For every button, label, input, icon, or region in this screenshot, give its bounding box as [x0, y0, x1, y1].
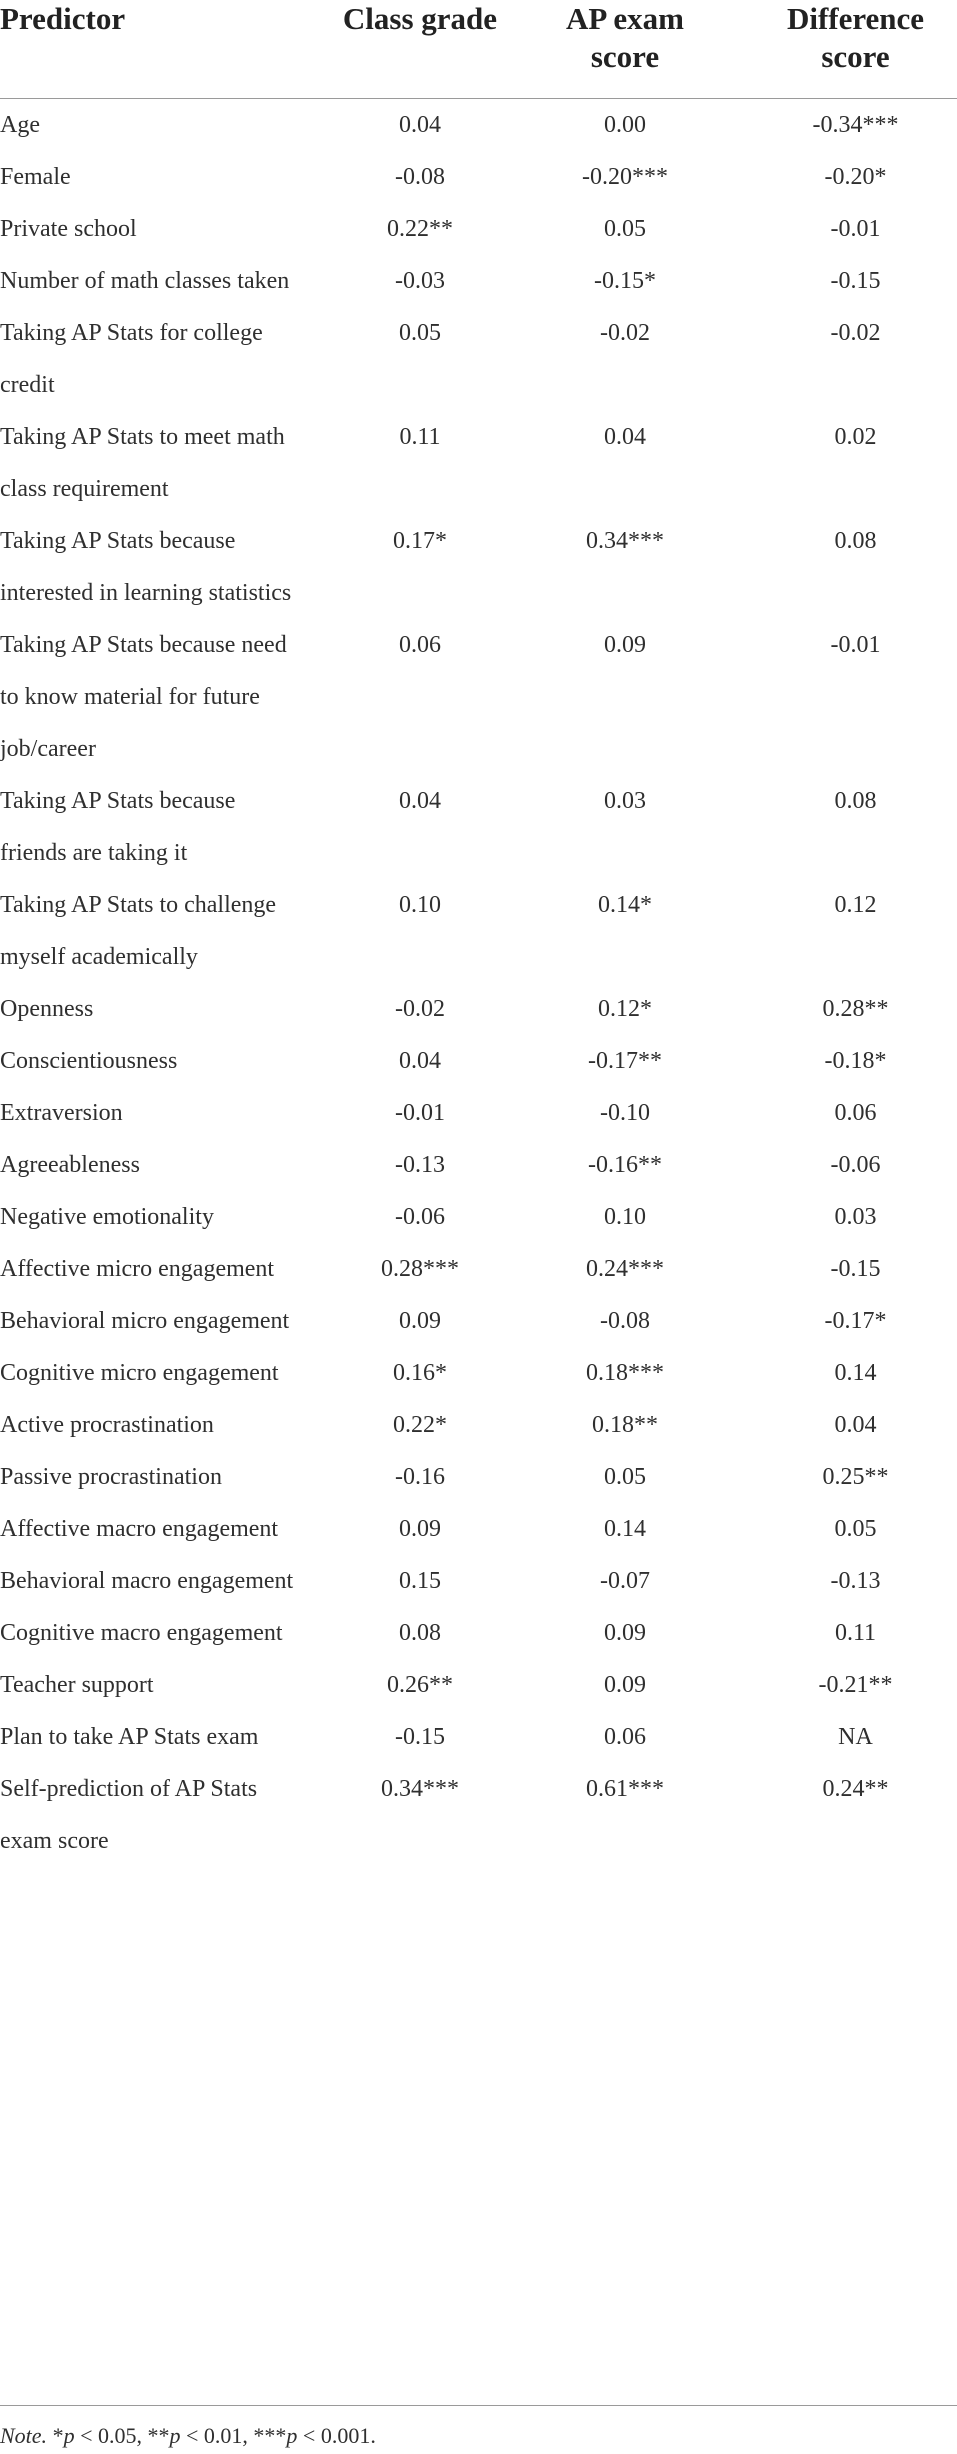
- table-row: [0, 1451, 957, 1503]
- table-row: [0, 1087, 957, 1139]
- table-row: [0, 1035, 957, 1087]
- ap-exam-score-cell: -0.10: [600, 1099, 650, 1126]
- predictor-cell: Negative emotionality: [0, 1203, 214, 1230]
- ap-exam-score-cell: 0.09: [604, 631, 646, 658]
- table-row: [0, 203, 957, 255]
- table-row: [0, 1243, 957, 1295]
- class-grade-cell: 0.04: [399, 787, 441, 814]
- ap-exam-score-cell: 0.09: [604, 1619, 646, 1646]
- predictor-cell: Private school: [0, 215, 137, 242]
- table-row: [0, 1659, 957, 1711]
- ap-exam-score-cell: 0.12*: [598, 995, 652, 1022]
- table-row: [0, 1399, 957, 1451]
- predictor-cell: Passive procrastination: [0, 1463, 222, 1490]
- predictor-cell: Taking AP Stats because need to know material for future job/career: [0, 631, 287, 762]
- class-grade-cell: 0.06: [399, 631, 441, 658]
- class-grade-cell: 0.17*: [393, 527, 447, 554]
- difference-score-cell: 0.24**: [822, 1775, 889, 1802]
- difference-score-cell: 0.08: [834, 787, 877, 814]
- ap-exam-score-cell: 0.05: [604, 1463, 646, 1490]
- ap-exam-score-cell: -0.15*: [594, 267, 656, 294]
- difference-score-cell: 0.12: [834, 891, 877, 918]
- class-grade-cell: 0.09: [399, 1307, 441, 1334]
- table-row: [0, 1555, 957, 1607]
- predictor-cell: Behavioral micro engagement: [0, 1307, 290, 1334]
- class-grade-cell: 0.05: [399, 319, 441, 346]
- predictor-cell: Number of math classes taken: [0, 267, 290, 294]
- predictor-cell: Taking AP Stats for college credit: [0, 319, 263, 398]
- table-row: [0, 1763, 957, 1867]
- ap-exam-score-cell: 0.61***: [586, 1775, 664, 1802]
- predictor-cell: Conscientiousness: [0, 1047, 178, 1074]
- table-row: [0, 411, 957, 515]
- difference-score-cell: -0.17*: [824, 1307, 887, 1334]
- table-row: [0, 1607, 957, 1659]
- table-row: [0, 1503, 957, 1555]
- ap-exam-score-cell: -0.17**: [588, 1047, 662, 1074]
- table-row: [0, 98, 957, 151]
- ap-exam-score-cell: 0.00: [604, 111, 646, 138]
- predictor-cell: Taking AP Stats because friends are taking it: [0, 787, 236, 866]
- header-difference-score: Difference score: [740, 0, 957, 98]
- table-header-row: [0, 0, 957, 98]
- difference-score-cell: 0.02: [834, 423, 877, 450]
- ap-exam-score-cell: 0.18**: [592, 1411, 658, 1438]
- difference-score-cell: 0.08: [834, 527, 877, 554]
- header-ap-exam-score: AP exam score: [510, 0, 740, 98]
- class-grade-cell: -0.16: [395, 1463, 445, 1490]
- difference-score-cell: -0.01: [830, 215, 881, 242]
- class-grade-cell: 0.08: [399, 1619, 441, 1646]
- class-grade-cell: 0.22*: [393, 1411, 447, 1438]
- table-body: [0, 98, 957, 1867]
- class-grade-cell: 0.10: [399, 891, 441, 918]
- class-grade-cell: 0.22**: [387, 215, 453, 242]
- header-predictor: Predictor: [0, 0, 330, 98]
- ap-exam-score-cell: 0.04: [604, 423, 646, 450]
- table-row: [0, 1347, 957, 1399]
- difference-score-cell: 0.25**: [822, 1463, 889, 1490]
- ap-exam-score-cell: 0.24***: [586, 1255, 664, 1282]
- difference-score-cell: -0.13: [830, 1567, 881, 1594]
- difference-score-cell: -0.21**: [818, 1671, 893, 1698]
- table-row: [0, 255, 957, 307]
- difference-score-cell: -0.06: [830, 1151, 881, 1178]
- class-grade-cell: 0.34***: [381, 1775, 459, 1802]
- difference-score-cell: -0.20*: [824, 163, 887, 190]
- ap-exam-score-cell: 0.34***: [586, 527, 664, 554]
- predictor-cell: Female: [0, 163, 71, 190]
- ap-exam-score-cell: -0.07: [600, 1567, 650, 1594]
- table-row: [0, 619, 957, 775]
- difference-score-cell: -0.01: [830, 631, 881, 658]
- predictor-cell: Behavioral macro engagement: [0, 1567, 294, 1594]
- class-grade-cell: -0.06: [395, 1203, 445, 1230]
- table-row: [0, 307, 957, 411]
- ap-exam-score-cell: -0.16**: [588, 1151, 662, 1178]
- class-grade-cell: -0.15: [395, 1723, 445, 1750]
- predictor-cell: Extraversion: [0, 1099, 123, 1126]
- predictor-cell: Agreeableness: [0, 1151, 140, 1178]
- difference-score-cell: 0.06: [834, 1099, 877, 1126]
- table-row: [0, 775, 957, 879]
- class-grade-cell: -0.02: [395, 995, 445, 1022]
- class-grade-cell: 0.04: [399, 111, 441, 138]
- class-grade-cell: 0.28***: [381, 1255, 459, 1282]
- class-grade-cell: 0.11: [399, 423, 441, 450]
- table-row: [0, 983, 957, 1035]
- class-grade-cell: 0.09: [399, 1515, 441, 1542]
- difference-score-cell: -0.15: [830, 267, 881, 294]
- header-class-grade: Class grade: [330, 0, 510, 98]
- note-divider: [0, 2405, 957, 2406]
- predictor-cell: Self-prediction of AP Stats exam score: [0, 1775, 258, 1854]
- difference-score-cell: 0.05: [834, 1515, 877, 1542]
- predictor-cell: Taking AP Stats because interested in learning statistics: [0, 527, 292, 606]
- table-row: [0, 1295, 957, 1347]
- table-row: [0, 1711, 957, 1763]
- ap-exam-score-cell: 0.05: [604, 215, 646, 242]
- table-row: [0, 515, 957, 619]
- table-row: [0, 879, 957, 983]
- table-row: [0, 1191, 957, 1243]
- difference-score-cell: 0.04: [834, 1411, 877, 1438]
- ap-exam-score-cell: -0.20***: [582, 163, 668, 190]
- ap-exam-score-cell: 0.14*: [598, 891, 652, 918]
- predictor-cell: Affective macro engagement: [0, 1515, 279, 1542]
- ap-exam-score-cell: 0.09: [604, 1671, 646, 1698]
- predictor-cell: Openness: [0, 995, 94, 1022]
- difference-score-cell: NA: [838, 1723, 873, 1750]
- class-grade-cell: 0.04: [399, 1047, 441, 1074]
- table-row: [0, 1139, 957, 1191]
- ap-exam-score-cell: -0.08: [600, 1307, 650, 1334]
- predictor-cell: Cognitive macro engagement: [0, 1619, 283, 1646]
- class-grade-cell: 0.16*: [393, 1359, 447, 1386]
- difference-score-cell: -0.18*: [824, 1047, 887, 1074]
- predictor-cell: Teacher support: [0, 1671, 154, 1698]
- difference-score-cell: 0.11: [834, 1619, 877, 1646]
- ap-exam-score-cell: 0.10: [604, 1203, 646, 1230]
- class-grade-cell: -0.01: [395, 1099, 445, 1126]
- difference-score-cell: 0.03: [834, 1203, 877, 1230]
- ap-exam-score-cell: 0.03: [604, 787, 646, 814]
- predictor-cell: Age: [0, 111, 40, 138]
- ap-exam-score-cell: 0.14: [604, 1515, 646, 1542]
- predictor-cell: Cognitive micro engagement: [0, 1359, 279, 1386]
- predictor-cell: Taking AP Stats to meet math class requirement: [0, 423, 285, 502]
- difference-score-cell: -0.02: [830, 319, 881, 346]
- class-grade-cell: -0.13: [395, 1151, 445, 1178]
- difference-score-cell: 0.28**: [822, 995, 889, 1022]
- ap-exam-score-cell: 0.18***: [586, 1359, 664, 1386]
- class-grade-cell: 0.26**: [387, 1671, 453, 1698]
- difference-score-cell: -0.34***: [812, 111, 899, 138]
- difference-score-cell: 0.14: [834, 1359, 877, 1386]
- ap-exam-score-cell: -0.02: [600, 319, 650, 346]
- table-row: [0, 151, 957, 203]
- predictor-cell: Plan to take AP Stats exam: [0, 1723, 259, 1750]
- table-note: Note. *p < 0.05, **p < 0.01, ***p < 0.001.: [0, 2423, 376, 2448]
- predictor-cell: Affective micro engagement: [0, 1255, 275, 1282]
- class-grade-cell: 0.15: [399, 1567, 441, 1594]
- ap-exam-score-cell: 0.06: [604, 1723, 646, 1750]
- class-grade-cell: -0.03: [395, 267, 445, 294]
- predictor-cell: Taking AP Stats to challenge myself academically: [0, 891, 277, 970]
- predictor-cell: Active procrastination: [0, 1411, 214, 1438]
- class-grade-cell: -0.08: [395, 163, 445, 190]
- difference-score-cell: -0.15: [830, 1255, 881, 1282]
